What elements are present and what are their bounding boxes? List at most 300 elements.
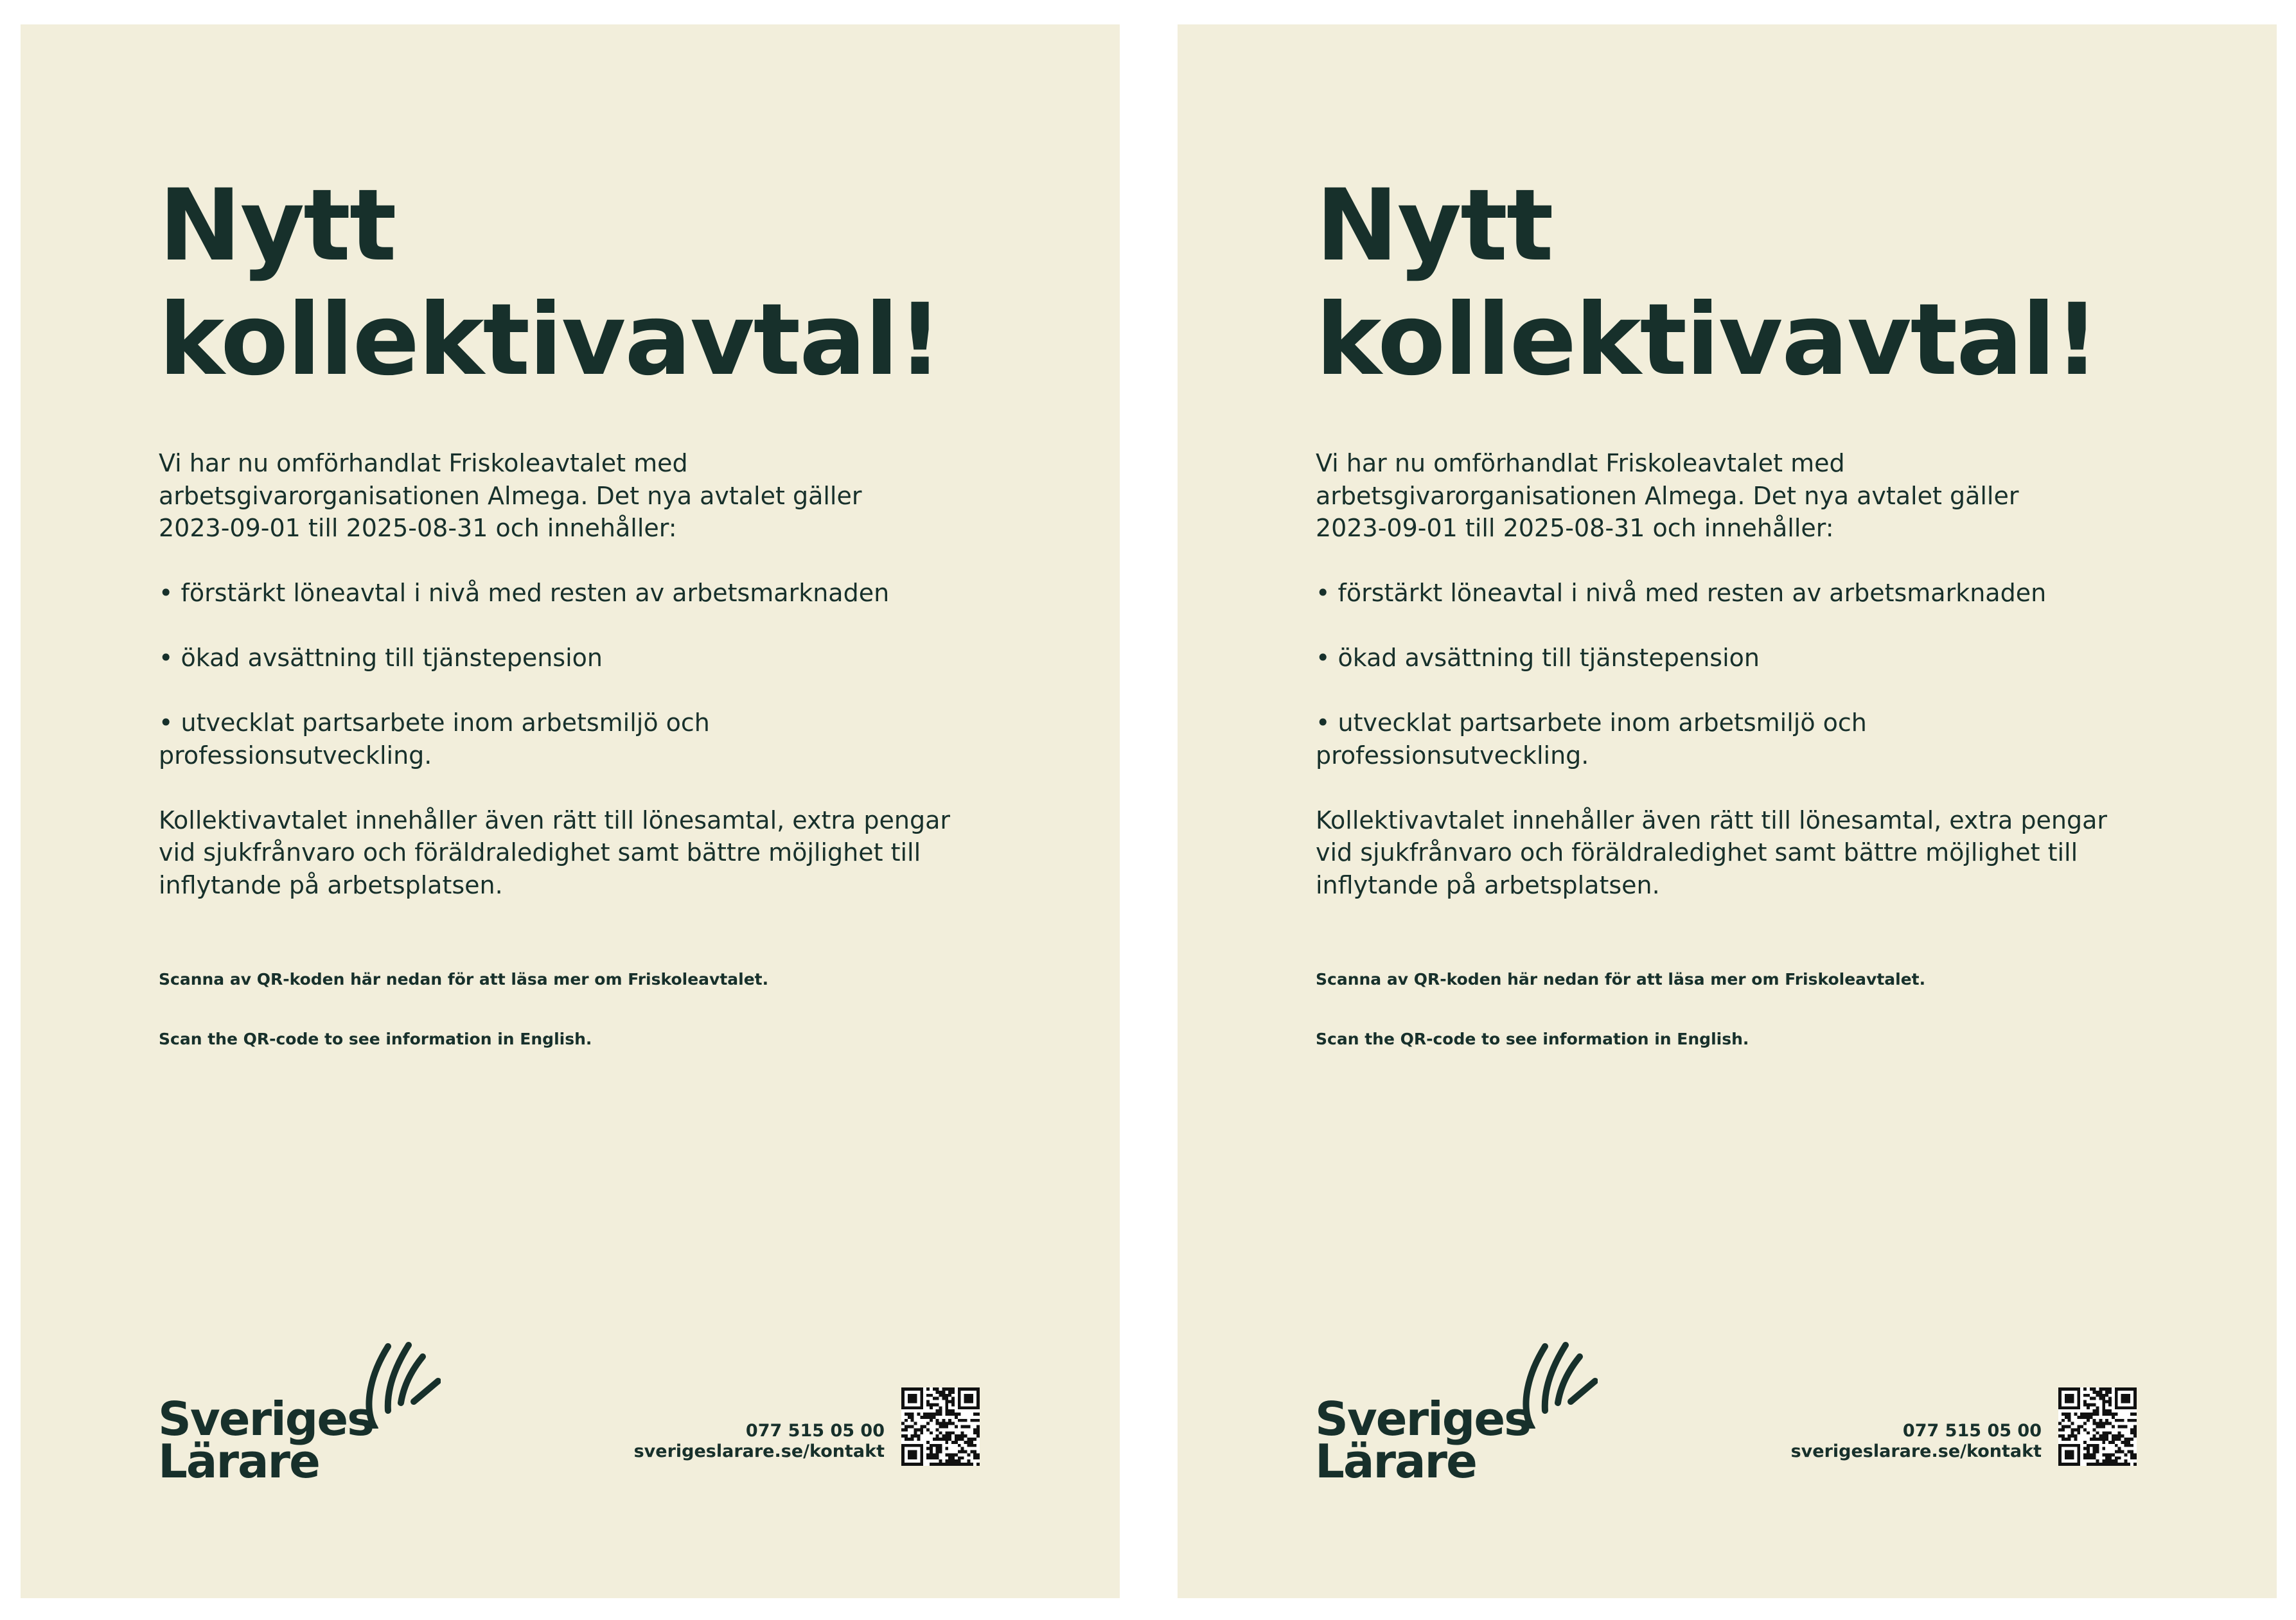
bullet-item: [1316, 707, 2170, 771]
qr-module: [917, 1463, 920, 1466]
qr-module: [2096, 1463, 2099, 1466]
qr-module: [2115, 1463, 2118, 1466]
qr-module: [905, 1406, 908, 1409]
qr-module: [2133, 1406, 2137, 1409]
qr-module: [945, 1425, 948, 1429]
qr-module: [2077, 1431, 2080, 1434]
qr-module: [2102, 1453, 2105, 1456]
qr-module: [942, 1391, 945, 1394]
qr-module: [2058, 1453, 2062, 1456]
qr-module: [2077, 1444, 2080, 1447]
qr-module: [2062, 1406, 2065, 1409]
qr-module: [951, 1453, 955, 1456]
qr-module: [936, 1413, 939, 1416]
qr-module: [2130, 1406, 2133, 1409]
qr-module: [2083, 1453, 2087, 1456]
qr-module: [2077, 1406, 2080, 1409]
qr-module: [939, 1459, 942, 1463]
qr-module: [945, 1463, 948, 1466]
qr-module: [2087, 1456, 2090, 1459]
closing-line: inflytande på arbetsplatsen.: [159, 870, 503, 899]
qr-module: [951, 1422, 955, 1425]
qr-module: [914, 1400, 917, 1404]
headline: [159, 169, 1058, 398]
qr-module: [908, 1444, 911, 1447]
qr-module: [948, 1463, 951, 1466]
qr-module: [2102, 1459, 2105, 1463]
qr-module: [2115, 1403, 2118, 1406]
qr-module: [942, 1434, 945, 1438]
qr-module: [930, 1447, 933, 1450]
qr-module: [976, 1400, 980, 1404]
qr-module: [914, 1406, 917, 1409]
qr-module: [2068, 1387, 2071, 1391]
qr-module: [2115, 1413, 2118, 1416]
qr-module: [2102, 1413, 2105, 1416]
qr-module: [911, 1419, 914, 1422]
qr-module: [2068, 1400, 2071, 1404]
qr-module: [933, 1416, 936, 1419]
qr-module: [2093, 1434, 2096, 1438]
qr-module: [920, 1456, 923, 1459]
closing-paragraph: [159, 804, 1013, 902]
qr-module: [930, 1419, 933, 1422]
qr-module: [939, 1447, 942, 1450]
qr-module: [976, 1453, 980, 1456]
qr-module: [2058, 1434, 2062, 1438]
qr-module: [958, 1394, 961, 1397]
qr-module: [2093, 1409, 2096, 1413]
qr-module: [2071, 1434, 2074, 1438]
qr-module: [2115, 1434, 2118, 1438]
qr-module: [905, 1428, 908, 1431]
qr-module: [901, 1428, 905, 1431]
qr-module: [955, 1459, 958, 1463]
qr-module: [2099, 1422, 2102, 1425]
intro-line: Vi har nu omförhandlat Friskoleavtalet med: [159, 449, 688, 477]
qr-module: [951, 1456, 955, 1459]
qr-module: [2099, 1438, 2102, 1441]
qr-module: [958, 1456, 961, 1459]
qr-module: [2133, 1403, 2137, 1406]
qr-module: [976, 1428, 980, 1431]
logo-line: Lärare: [158, 1434, 319, 1488]
intro-line: Vi har nu omförhandlat Friskoleavtalet med: [1316, 449, 1845, 477]
qr-module: [970, 1438, 973, 1441]
qr-module: [2133, 1400, 2137, 1404]
qr-module: [955, 1413, 958, 1416]
qr-module: [930, 1406, 933, 1409]
qr-module: [2112, 1463, 2115, 1466]
qr-module: [942, 1422, 945, 1425]
qr-module: [933, 1463, 936, 1466]
qr-module: [958, 1391, 961, 1394]
qr-module: [973, 1431, 976, 1434]
qr-module: [951, 1413, 955, 1416]
qr-module: [2108, 1431, 2112, 1434]
qr-module: [2127, 1419, 2130, 1422]
qr-module: [961, 1434, 964, 1438]
qr-code-icon[interactable]: [2058, 1387, 2137, 1466]
qr-module: [964, 1463, 967, 1466]
qr-module: [901, 1397, 905, 1400]
qr-module: [2083, 1413, 2087, 1416]
qr-module: [2068, 1394, 2071, 1397]
qr-module: [2099, 1425, 2102, 1429]
intro-line: 2023-09-01 till 2025-08-31 och innehåller:: [1316, 514, 1834, 542]
qr-module: [911, 1456, 914, 1459]
qr-module: [2133, 1419, 2137, 1422]
qr-module: [908, 1400, 911, 1404]
qr-module: [2099, 1397, 2102, 1400]
qr-module: [930, 1413, 933, 1416]
qr-module: [942, 1438, 945, 1441]
qr-module: [945, 1403, 948, 1406]
closing-paragraph: [1316, 804, 2170, 902]
qr-module: [945, 1441, 948, 1444]
qr-module: [945, 1409, 948, 1413]
qr-module: [930, 1463, 933, 1466]
qr-module: [942, 1463, 945, 1466]
contact-web[interactable]: sverigeslarare.se/kontakt: [1790, 1441, 2042, 1461]
qr-module: [2068, 1413, 2071, 1416]
qr-module: [908, 1416, 911, 1419]
qr-module: [2130, 1450, 2133, 1454]
qr-module: [2083, 1441, 2087, 1444]
qr-module: [2074, 1428, 2077, 1431]
qr-module: [961, 1431, 964, 1434]
qr-module: [961, 1425, 964, 1429]
qr-module: [908, 1463, 911, 1466]
qr-module: [967, 1394, 970, 1397]
qr-module: [2108, 1403, 2112, 1406]
qr-module: [964, 1425, 967, 1429]
qr-module: [2058, 1428, 2062, 1431]
qr-module: [2080, 1416, 2083, 1419]
qr-module: [970, 1387, 973, 1391]
qr-module: [2080, 1413, 2083, 1416]
bullet-line: • utvecklat partsarbete inom arbetsmiljö och: [1316, 709, 1867, 737]
raised-hand-logo-icon: [1521, 1339, 1598, 1429]
bullet-item: [1316, 642, 2170, 674]
qr-module: [2065, 1438, 2068, 1441]
qr-module: [2062, 1387, 2065, 1391]
qr-module: [2087, 1394, 2090, 1397]
qr-module: [911, 1438, 914, 1441]
qr-module: [951, 1441, 955, 1444]
qr-module: [973, 1406, 976, 1409]
qr-module: [2108, 1453, 2112, 1456]
qr-module: [939, 1409, 942, 1413]
qr-module: [2093, 1413, 2096, 1416]
qr-module: [2090, 1403, 2093, 1406]
qr-module: [2074, 1413, 2077, 1416]
qr-module: [2127, 1441, 2130, 1444]
qr-module: [945, 1397, 948, 1400]
qr-module: [911, 1400, 914, 1404]
qr-module: [911, 1406, 914, 1409]
qr-module: [2112, 1453, 2115, 1456]
qr-module: [911, 1416, 914, 1419]
qr-module: [908, 1450, 911, 1454]
intro-line: arbetsgivarorganisationen Almega. Det nya avtalet gäller: [1316, 481, 2019, 510]
qr-module: [2102, 1425, 2105, 1429]
qr-module: [945, 1438, 948, 1441]
qr-module: [2068, 1453, 2071, 1456]
qr-module: [945, 1422, 948, 1425]
qr-module: [955, 1463, 958, 1466]
qr-module: [2068, 1438, 2071, 1441]
qr-module: [905, 1413, 908, 1416]
qr-module: [945, 1387, 948, 1391]
qr-module: [939, 1422, 942, 1425]
intro-paragraph: [1316, 447, 2170, 545]
qr-module: [908, 1394, 911, 1397]
qr-module: [2065, 1463, 2068, 1466]
qr-module: [905, 1387, 908, 1391]
qr-module: [2058, 1456, 2062, 1459]
qr-module: [901, 1391, 905, 1394]
qr-module: [961, 1406, 964, 1409]
contact-info: [634, 1421, 885, 1462]
qr-module: [973, 1387, 976, 1391]
qr-module: [936, 1450, 939, 1454]
qr-module: [2065, 1400, 2068, 1404]
qr-module: [2093, 1450, 2096, 1454]
qr-module: [967, 1397, 970, 1400]
qr-module: [936, 1409, 939, 1413]
qr-module: [2093, 1422, 2096, 1425]
poster-right: [1178, 24, 2277, 1598]
qr-module: [905, 1425, 908, 1429]
qr-module: [2058, 1387, 2062, 1391]
qr-module: [901, 1422, 905, 1425]
qr-module: [2068, 1463, 2071, 1466]
qr-module: [948, 1456, 951, 1459]
qr-module: [914, 1387, 917, 1391]
qr-module: [2096, 1406, 2099, 1409]
qr-module: [2068, 1434, 2071, 1438]
qr-module: [2102, 1409, 2105, 1413]
qr-module: [920, 1444, 923, 1447]
qr-module: [2083, 1403, 2087, 1406]
qr-module: [2118, 1434, 2121, 1438]
qr-module: [2133, 1431, 2137, 1434]
qr-module: [2096, 1425, 2099, 1429]
qr-module: [2074, 1463, 2077, 1466]
qr-module: [2090, 1416, 2093, 1419]
qr-module: [2065, 1394, 2068, 1397]
qr-module: [2058, 1450, 2062, 1454]
qr-module: [2133, 1391, 2137, 1394]
qr-module: [901, 1387, 905, 1391]
sveriges-larare-logo: [158, 1339, 441, 1493]
qr-module: [926, 1413, 930, 1416]
qr-module: [2062, 1434, 2065, 1438]
qr-module: [936, 1419, 939, 1422]
qr-module: [948, 1422, 951, 1425]
qr-module: [976, 1456, 980, 1459]
qr-module: [942, 1397, 945, 1400]
qr-module: [920, 1463, 923, 1466]
qr-module: [2102, 1403, 2105, 1406]
qr-module: [914, 1444, 917, 1447]
qr-module: [2118, 1447, 2121, 1450]
qr-module: [955, 1425, 958, 1429]
qr-module: [967, 1400, 970, 1404]
qr-module: [951, 1403, 955, 1406]
qr-module: [911, 1450, 914, 1454]
qr-module: [2065, 1406, 2068, 1409]
qr-module: [961, 1456, 964, 1459]
qr-module: [948, 1431, 951, 1434]
qr-module: [973, 1450, 976, 1454]
qr-module: [2093, 1419, 2096, 1422]
qr-module: [958, 1434, 961, 1438]
qr-module: [2115, 1400, 2118, 1404]
qr-module: [933, 1387, 936, 1391]
qr-module: [955, 1441, 958, 1444]
qr-module: [2118, 1463, 2121, 1466]
qr-module: [2124, 1425, 2127, 1429]
qr-module: [2105, 1394, 2108, 1397]
qr-module: [976, 1394, 980, 1397]
qr-module: [933, 1456, 936, 1459]
qr-module: [2071, 1428, 2074, 1431]
qr-module: [2105, 1419, 2108, 1422]
qr-module: [2077, 1459, 2080, 1463]
qr-module: [973, 1444, 976, 1447]
qr-module: [2105, 1453, 2108, 1456]
closing-line: inflytande på arbetsplatsen.: [1316, 870, 1660, 899]
qr-module: [948, 1391, 951, 1394]
qr-module: [2102, 1438, 2105, 1441]
qr-module: [945, 1406, 948, 1409]
sveriges-larare-logo: [1315, 1339, 1598, 1493]
qr-module: [2068, 1416, 2071, 1419]
qr-module: [976, 1425, 980, 1429]
qr-module: [926, 1447, 930, 1450]
qr-module: [2077, 1387, 2080, 1391]
qr-module: [967, 1459, 970, 1463]
qr-module: [2096, 1394, 2099, 1397]
qr-module: [914, 1456, 917, 1459]
qr-module: [948, 1394, 951, 1397]
qr-module: [923, 1416, 926, 1419]
qr-module: [930, 1394, 933, 1397]
qr-module: [933, 1453, 936, 1456]
qr-module: [2130, 1413, 2133, 1416]
qr-module: [2124, 1406, 2127, 1409]
qr-module: [2093, 1438, 2096, 1441]
qr-module: [2133, 1397, 2137, 1400]
qr-module: [2112, 1425, 2115, 1429]
closing-line: Kollektivavtalet innehåller även rätt till lönesamtal, extra pengar: [1316, 806, 2107, 834]
qr-module: [967, 1425, 970, 1429]
qr-module: [2096, 1431, 2099, 1434]
qr-module: [2108, 1391, 2112, 1394]
bullet-item: [1316, 577, 2170, 610]
qr-module: [2130, 1444, 2133, 1447]
qr-module: [901, 1463, 905, 1466]
qr-module: [2102, 1397, 2105, 1400]
qr-module: [2121, 1425, 2124, 1429]
qr-module: [2121, 1394, 2124, 1397]
qr-module: [967, 1441, 970, 1444]
qr-module: [2087, 1419, 2090, 1422]
qr-module: [2105, 1387, 2108, 1391]
qr-module: [2115, 1438, 2118, 1441]
qr-module: [917, 1438, 920, 1441]
qr-module: [926, 1441, 930, 1444]
bullet-item: [159, 642, 1013, 674]
bullet-line: • utvecklat partsarbete inom arbetsmiljö och: [159, 709, 710, 737]
qr-module: [2115, 1397, 2118, 1400]
bullet-line: professionsutveckling.: [159, 741, 432, 770]
qr-module: [2105, 1413, 2108, 1416]
qr-code-icon[interactable]: [901, 1387, 980, 1466]
qr-module: [908, 1387, 911, 1391]
qr-module: [958, 1400, 961, 1404]
qr-module: [2108, 1409, 2112, 1413]
qr-module: [920, 1400, 923, 1404]
qr-module: [2108, 1463, 2112, 1466]
qr-module: [2121, 1397, 2124, 1400]
qr-module: [964, 1419, 967, 1422]
qr-module: [2127, 1444, 2130, 1447]
qr-module: [2071, 1450, 2074, 1454]
qr-module: [911, 1413, 914, 1416]
qr-module: [2080, 1425, 2083, 1429]
qr-module: [2083, 1456, 2087, 1459]
qr-module: [2077, 1456, 2080, 1459]
headline-line: kollektivavtal!: [1316, 283, 2099, 398]
qr-module: [923, 1413, 926, 1416]
qr-module: [964, 1434, 967, 1438]
qr-module: [930, 1450, 933, 1454]
qr-module: [936, 1397, 939, 1400]
qr-module: [945, 1447, 948, 1450]
qr-module: [920, 1453, 923, 1456]
qr-module: [911, 1444, 914, 1447]
qr-module: [911, 1434, 914, 1438]
qr-module: [2087, 1450, 2090, 1454]
qr-module: [2133, 1428, 2137, 1431]
qr-module: [2077, 1425, 2080, 1429]
qr-module: [951, 1391, 955, 1394]
qr-module: [933, 1397, 936, 1400]
qr-module: [2071, 1444, 2074, 1447]
qr-module: [2087, 1403, 2090, 1406]
qr-module: [976, 1431, 980, 1434]
qr-module: [2093, 1444, 2096, 1447]
qr-module: [976, 1434, 980, 1438]
qr-module: [920, 1397, 923, 1400]
qr-module: [2102, 1441, 2105, 1444]
qr-module: [964, 1406, 967, 1409]
qr-module: [958, 1397, 961, 1400]
qr-module: [2105, 1456, 2108, 1459]
qr-module: [901, 1450, 905, 1454]
qr-module: [2065, 1416, 2068, 1419]
qr-module: [936, 1391, 939, 1394]
qr-module: [2099, 1387, 2102, 1391]
bullet-line: • ökad avsättning till tjänstepension: [1316, 644, 1760, 672]
bullet-item: [159, 707, 1013, 771]
qr-module: [951, 1459, 955, 1463]
contact-web[interactable]: sverigeslarare.se/kontakt: [633, 1441, 885, 1461]
qr-module: [920, 1450, 923, 1454]
